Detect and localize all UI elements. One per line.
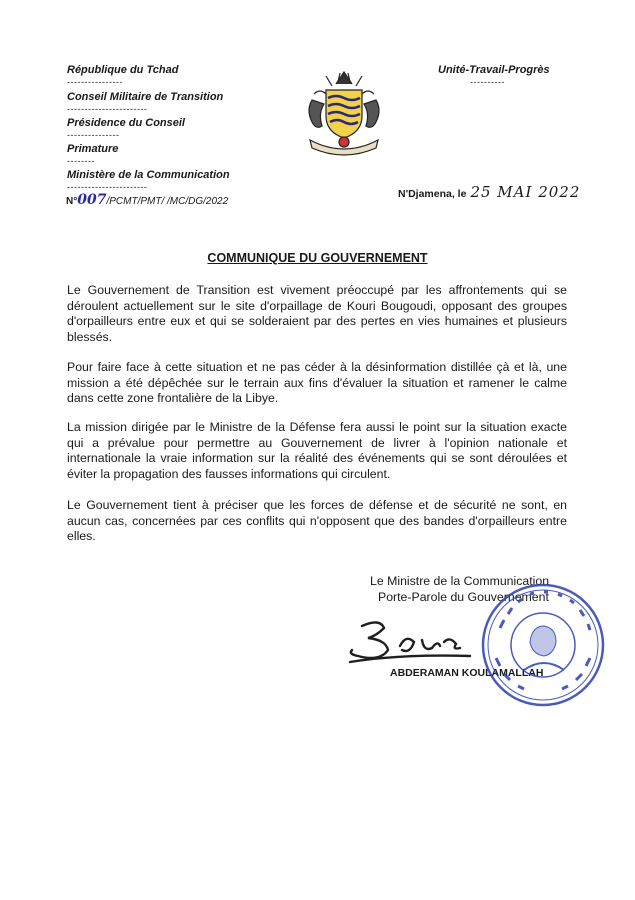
date-handwritten: 25 MAI 2022 [470, 183, 581, 201]
reference-handwritten-number: 007 [77, 192, 107, 208]
header-motto: Unité-Travail-Progrès [438, 64, 550, 76]
signatory-name: ABDERAMAN KOULAMALLAH [390, 667, 544, 679]
header-council: Conseil Militaire de Transition [67, 91, 224, 103]
date-line [398, 183, 580, 202]
paragraph-2: Pour faire face à cette situation et ne pas céder à la désinformation distillée çà et là, une mission a été dépêchée sur le terrain aux fins d'évaluer la situation et ramener le calme dans cette zone frontalière de la Libye. [67, 360, 567, 405]
header-separator: ----------------------- [67, 104, 148, 114]
header-separator: --------------- [67, 130, 120, 140]
header-primature: Primature [67, 143, 119, 155]
header-ministry: Ministère de la Communication [67, 169, 230, 181]
header-republic: République du Tchad [67, 64, 179, 76]
document-title: COMMUNIQUE DU GOUVERNEMENT [207, 251, 428, 265]
paragraph-1: Le Gouvernement de Transition est vivement préoccupé par les affrontements qui se déroulent actuellement sur le site d'orpaillage de Kouri Bougoudi, opposant des groupes d'orpailleurs entre eux et qui se solderaient par des pertes en vies humaines et plusieurs blessés. [67, 283, 567, 344]
paragraph-3: La mission dirigée par le Ministre de la Défense fera aussi le point sur la situation exacte qui a prévalue pour permettre au Gouvernement de livrer à l'opinion nationale et internationale la vraie information sur la réalité des événements qui se sont déroulées et éviter la propagation des fausses informations qui circulent. [67, 420, 567, 481]
coat-of-arms-icon [302, 70, 386, 158]
header-motto-separator: ---------- [470, 77, 505, 87]
header-presidency: Présidence du Conseil [67, 117, 185, 129]
header-separator: ---------------- [67, 77, 123, 87]
signatory-role: Porte-Parole du Gouvernement [378, 590, 549, 604]
date-city: N'Djamena, le [398, 188, 467, 200]
header-separator: -------- [67, 156, 95, 166]
signatory-title: Le Ministre de la Communication [370, 574, 550, 588]
reference-suffix: /PCMT/PMT/ /MC/DG/2022 [106, 196, 229, 207]
reference-prefix: N° [66, 196, 78, 207]
reference-number [66, 192, 228, 208]
paragraph-4: Le Gouvernement tient à préciser que les forces de défense et de sécurité ne sont, en aucun cas, concernées par ces conflits qui n'opposent que des bandes d'orpailleurs entre elles. [67, 498, 567, 543]
official-stamp-icon [478, 580, 608, 710]
header-separator: ----------------------- [67, 182, 148, 192]
